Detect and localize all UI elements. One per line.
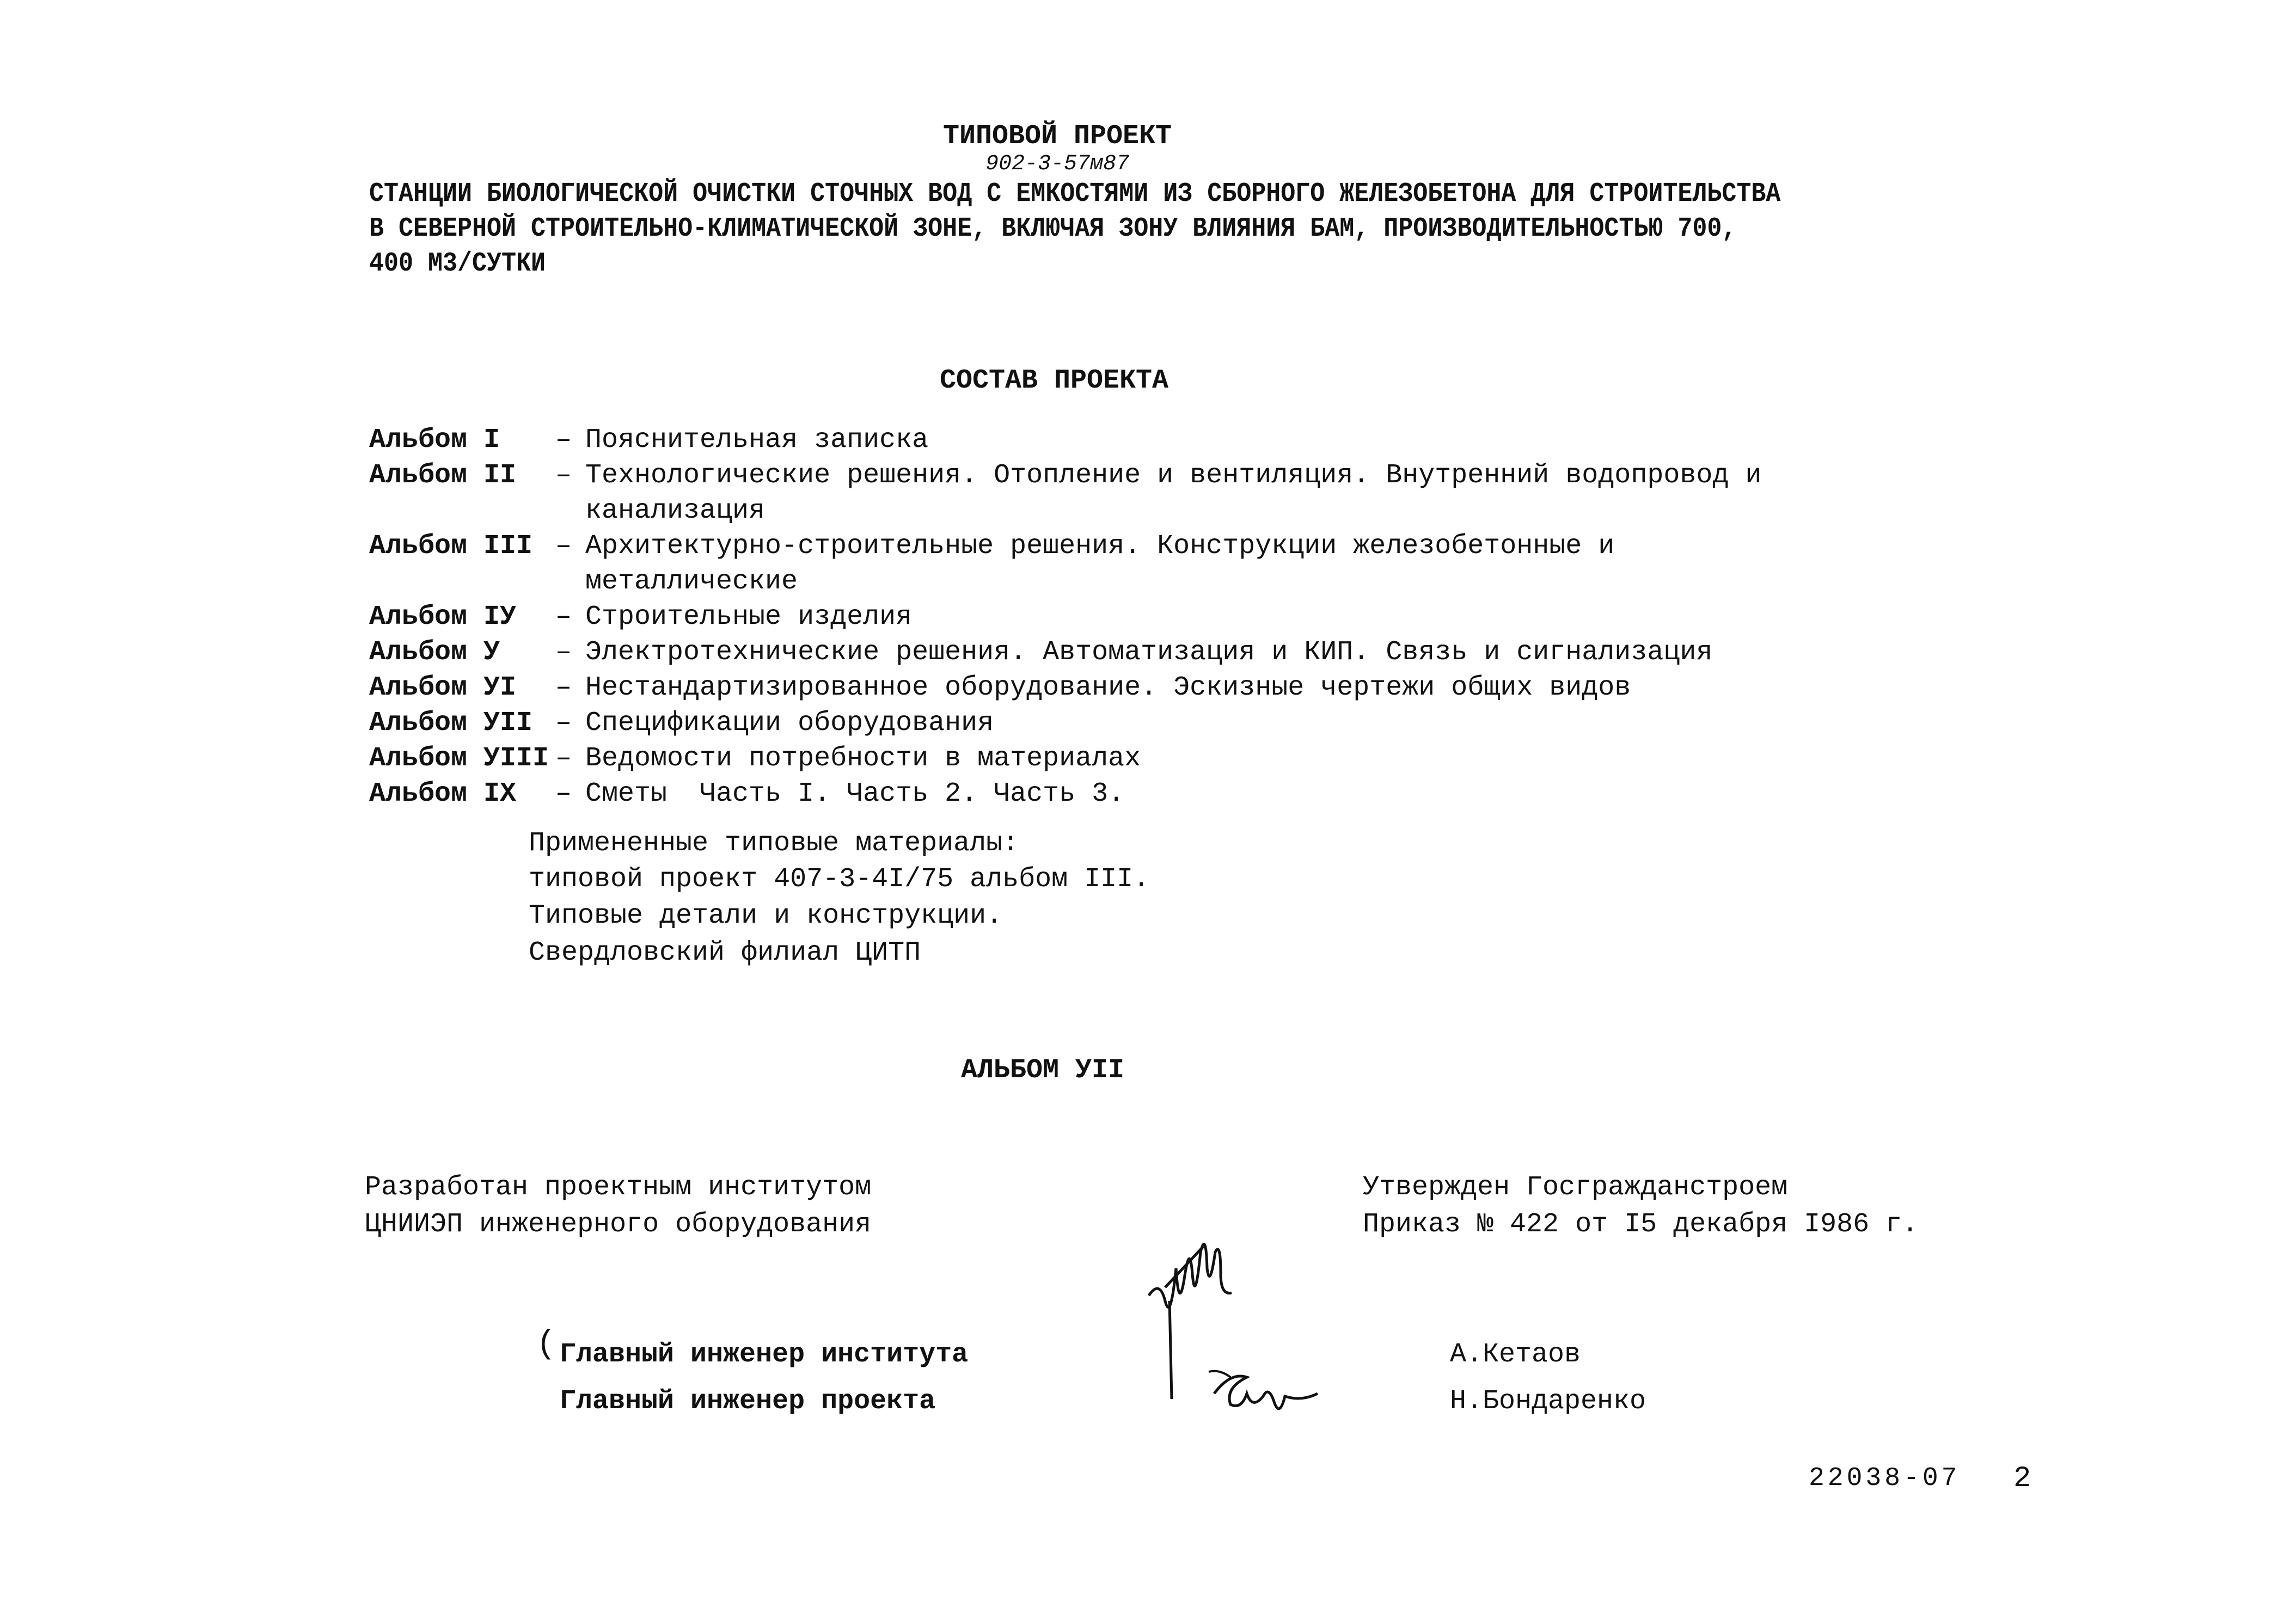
signatory-role-2: Главный инженер проекта	[560, 1386, 936, 1417]
album-dash: –	[555, 708, 572, 739]
album-label: Альбом IУ	[369, 602, 517, 633]
project-title-line-2: В СЕВЕРНОЙ СТРОИТЕЛЬНО-КЛИМАТИЧЕСКОЙ ЗОНЕ, ВКЛЮЧАЯ ЗОНУ ВЛИЯНИЯ БАМ, ПРОИЗВОДИТЕЛЬНОСТЬЮ 700,	[369, 213, 1737, 244]
album-description: Сметы Часть I. Часть 2. Часть 3.	[585, 778, 1125, 809]
album-label: Альбом III	[369, 531, 533, 562]
applied-materials-line: Типовые детали и конструкции.	[529, 900, 1003, 931]
document-number: 22038-07	[1809, 1464, 1961, 1493]
album-label: Альбом У	[369, 637, 500, 668]
signatory-name-1: А.Кетаов	[1450, 1339, 1581, 1370]
album-label: Альбом IX	[369, 778, 517, 809]
applied-materials-line: типовой проект 407-3-4I/75 альбом III.	[529, 864, 1150, 895]
album-label: Альбом УI	[369, 672, 517, 703]
composition-heading: СОСТАВ ПРОЕКТА	[939, 365, 1169, 396]
album-dash: –	[555, 602, 572, 633]
album-dash: –	[555, 531, 572, 562]
developer-line-2: ЦНИИЭП инженерного оборудования	[365, 1209, 872, 1240]
album-description: Нестандартизированное оборудование. Эскизные чертежи общих видов	[585, 672, 1631, 703]
album-dash: –	[555, 637, 572, 668]
album-description: Спецификации оборудования	[585, 708, 994, 739]
album-label: Альбом УIII	[369, 743, 549, 774]
album-label: Альбом УII	[369, 708, 533, 739]
signatory-role-1: Главный инженер института	[560, 1339, 969, 1370]
project-title-line-3: 400 М3/СУТКИ	[369, 248, 546, 279]
project-code: 902-3-57м87	[985, 152, 1130, 176]
album-description: канализация	[585, 495, 766, 526]
project-title-line-1: СТАНЦИИ БИОЛОГИЧЕСКОЙ ОЧИСТКИ СТОЧНЫХ ВОД С ЕМКОСТЯМИ ИЗ СБОРНОГО ЖЕЛЕЗОБЕТОНА ДЛЯ СТРОИТЕЛЬСТВА	[369, 179, 1781, 210]
album-description: Архитектурно-строительные решения. Конструкции железобетонные и	[585, 531, 1615, 562]
handwritten-signatures	[1132, 1236, 1361, 1432]
approval-line-2: Приказ № 422 от I5 декабря I986 г.	[1363, 1209, 1919, 1240]
album-dash: –	[555, 778, 572, 809]
album-dash: –	[555, 743, 572, 774]
album-dash: –	[555, 460, 572, 491]
album-label: Альбом II	[369, 460, 517, 491]
signatory-name-2: Н.Бондаренко	[1450, 1386, 1646, 1417]
doc-type-label: ТИПОВОЙ ПРОЕКТ	[942, 121, 1172, 152]
album-description: металлические	[585, 566, 798, 597]
applied-materials-line: Примененные типовые материалы:	[529, 828, 1019, 859]
album-description: Пояснительная записка	[585, 425, 929, 456]
album-label: Альбом I	[369, 425, 500, 456]
album-description: Строительные изделия	[585, 602, 913, 633]
album-description: Технологические решения. Отопление и вентиляция. Внутренний водопровод и	[585, 460, 1762, 491]
developer-line-1: Разработан проектным институтом	[365, 1172, 872, 1203]
album-description: Ведомости потребности в материалах	[585, 743, 1141, 774]
album-dash: –	[555, 672, 572, 703]
approval-line-1: Утвержден Госгражданстроем	[1363, 1172, 1788, 1203]
album-description: Электротехнические решения. Автоматизация и КИП. Связь и сигнализация	[585, 637, 1713, 668]
album-dash: –	[555, 425, 572, 456]
album-title: АЛЬБОМ УII	[960, 1055, 1125, 1086]
applied-materials-line: Свердловский филиал ЦИТП	[529, 937, 921, 968]
page-number: 2	[2013, 1462, 2031, 1495]
bracket-mark: (	[536, 1326, 556, 1363]
